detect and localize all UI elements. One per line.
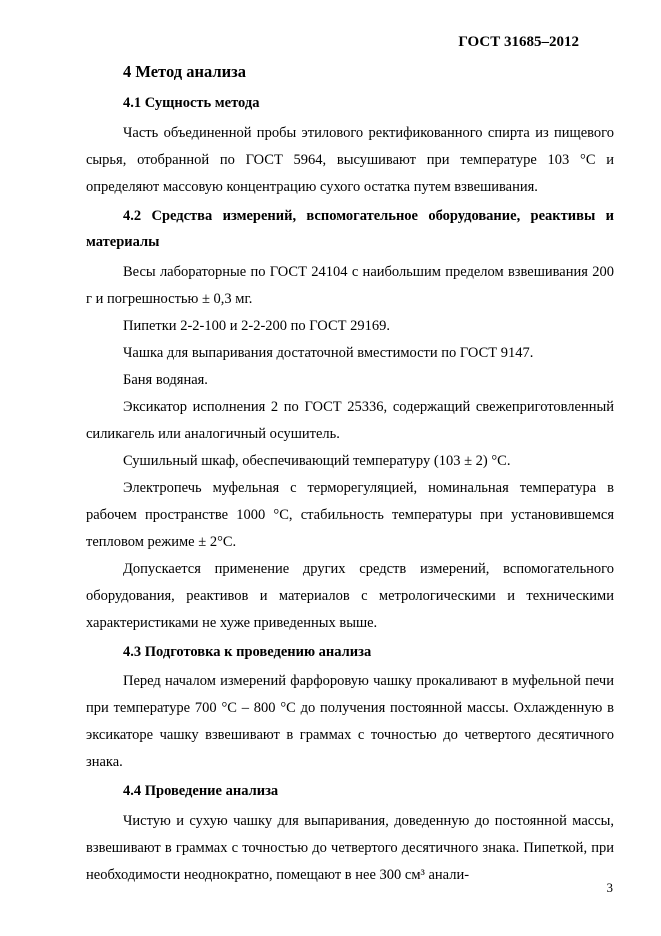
subsection-heading: 4.4 Проведение анализа <box>123 783 279 799</box>
section-title: 4 Метод анализа <box>123 62 246 81</box>
page-number: 3 <box>606 880 613 895</box>
paragraph: Пипетки 2-2-100 и 2-2-200 по ГОСТ 29169. <box>123 317 390 334</box>
document-standard-code: ГОСТ 31685–2012 <box>458 34 579 50</box>
paragraph: Чистую и сухую чашку для выпаривания, доведенную до постоянной массы, взвешивают в граммах с точностью до четвертого десятичного знака. Пипеткой, при необходимости неоднократно, помещают в нее 300 см³ анали- <box>86 812 614 883</box>
paragraph: Допускается применение других средств измерений, вспомогательного оборудования, реактивов и материалов с метрологическими и техническими характеристиками не хуже приведенных выше. <box>86 560 614 631</box>
paragraph: Электропечь муфельная с терморегуляцией, номинальная температура в рабочем пространстве 1000 °С, стабильность температуры при установившемся тепловом режиме ± 2°С. <box>86 479 614 550</box>
paragraph: Часть объединенной пробы этилового ректификованного спирта из пищевого сырья, отобранной по ГОСТ 5964, высушивают при температуре 103 °С и определяют массовую концентрацию сухого остатка путем взвешивания. <box>86 124 614 195</box>
subsection-heading: 4.2 Средства измерений, вспомогательное оборудование, реактивы и материалы <box>86 207 614 250</box>
document-body <box>86 90 614 889</box>
paragraph: Чашка для выпаривания достаточной вместимости по ГОСТ 9147. <box>123 344 534 361</box>
paragraph: Весы лабораторные по ГОСТ 24104 с наибольшим пределом взвешивания 200 г и погрешностью ± 0,3 мг. <box>86 263 614 307</box>
paragraph: Перед началом измерений фарфоровую чашку прокаливают в муфельной печи при температуре 700 °С – 800 °С до получения постоянной массы. Охлажденную в эксикаторе чашку взвешивают в граммах с точностью до четвертого десятичного знака. <box>86 673 614 770</box>
paragraph: Баня водяная. <box>123 371 208 388</box>
paragraph: Сушильный шкаф, обеспечивающий температуру (103 ± 2) °С. <box>123 452 511 469</box>
subsection-heading: 4.3 Подготовка к проведению анализа <box>123 643 372 660</box>
subsection-heading: 4.1 Сущность метода <box>123 95 260 111</box>
paragraph: Эксикатор исполнения 2 по ГОСТ 25336, содержащий свежеприготовленный силикагель или аналогичный осушитель. <box>86 398 614 442</box>
